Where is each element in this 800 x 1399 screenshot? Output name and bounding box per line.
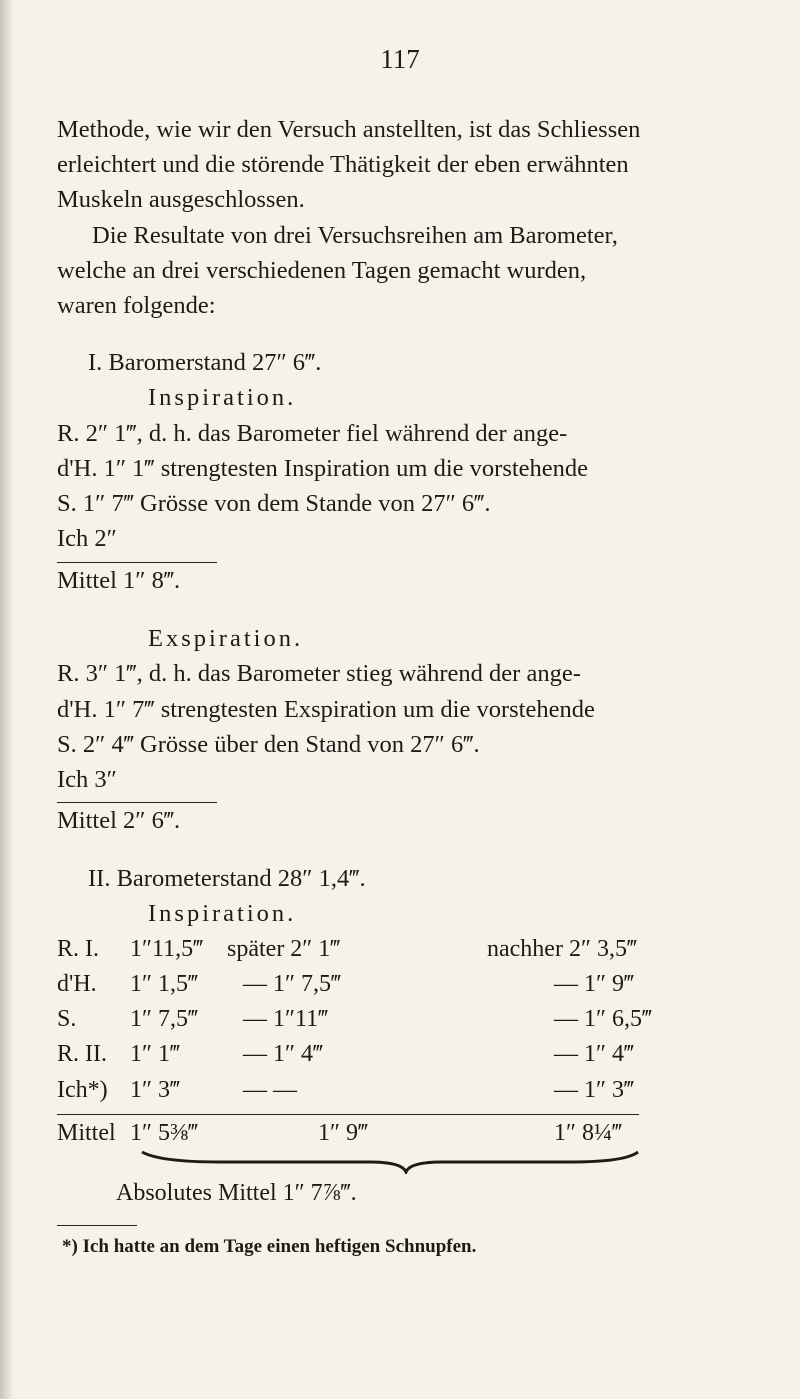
- paragraph-line: welche an drei verschiedenen Tagen gemacht wurden,: [57, 257, 587, 284]
- subheading-exspiration: Exspiration.: [148, 625, 304, 652]
- table-row-label: Ich*): [57, 1077, 108, 1103]
- measurement-line: Ich 2″: [57, 525, 117, 552]
- paragraph-line: Methode, wie wir den Versuch anstellten, ist das Schliessen: [57, 116, 641, 143]
- subheading-inspiration: Inspiration.: [148, 384, 297, 411]
- table-cell: — 1″ 4‴: [243, 1041, 323, 1067]
- page-gutter-shadow: [0, 0, 14, 1399]
- table-cell: 1″ 1‴: [130, 1041, 180, 1067]
- subheading-inspiration: Inspiration.: [148, 900, 297, 927]
- mean-value: 1″ 5⅜‴: [130, 1120, 198, 1146]
- footnote: *) Ich hatte an dem Tage einen heftigen Schnupfen.: [62, 1236, 477, 1257]
- section-heading: II. Barometerstand 28″ 1,4‴.: [88, 865, 366, 892]
- table-row-label: S.: [57, 1006, 77, 1032]
- sum-rule: [57, 1114, 639, 1115]
- table-row-label: R. II.: [57, 1041, 107, 1067]
- sum-rule: [57, 562, 217, 563]
- table-cell: — 1″ 9‴: [554, 971, 634, 997]
- paragraph-line: Die Resultate von drei Versuchsreihen am Barometer,: [92, 222, 618, 249]
- measurement-line: S. 1″ 7‴ Grösse von dem Stande von 27″ 6‴.: [57, 490, 491, 517]
- measurement-line: Ich 3″: [57, 766, 117, 793]
- table-cell: — —: [243, 1077, 297, 1103]
- table-cell: 1″ 1,5‴: [130, 971, 198, 997]
- sum-rule: [57, 802, 217, 803]
- measurement-line: d'H. 1″ 7‴ strengtesten Exspiration um die vorstehende: [57, 696, 595, 723]
- table-cell: 1″11,5‴: [130, 936, 204, 962]
- table-cell: — 1″ 3‴: [554, 1077, 634, 1103]
- table-row-label: R. I.: [57, 936, 99, 962]
- measurement-line: R. 2″ 1‴, d. h. das Barometer fiel während der ange-: [57, 420, 568, 447]
- mean-line: Mittel 1″ 8‴.: [57, 567, 181, 594]
- table-cell: nachher 2″ 3,5‴: [487, 936, 637, 962]
- footnote-rule: [57, 1225, 137, 1226]
- table-cell: — 1″ 6,5‴: [554, 1006, 652, 1032]
- mean-label: Mittel: [57, 1120, 116, 1146]
- page-number: 117: [380, 44, 420, 74]
- table-cell: später 2″ 1‴: [227, 936, 341, 962]
- paragraph-line: erleichtert und die störende Thätigkeit der eben erwähnten: [57, 151, 629, 178]
- measurement-line: d'H. 1″ 1‴ strengtesten Inspiration um die vorstehende: [57, 455, 589, 482]
- mean-line: Mittel 2″ 6‴.: [57, 807, 181, 834]
- grouping-brace: [140, 1150, 640, 1174]
- mean-value: 1″ 9‴: [318, 1120, 368, 1146]
- measurement-line: R. 3″ 1‴, d. h. das Barometer stieg während der ange-: [57, 660, 581, 687]
- table-cell: 1″ 7,5‴: [130, 1006, 198, 1032]
- paragraph-line: waren folgende:: [57, 292, 216, 319]
- paragraph-line: Muskeln ausgeschlossen.: [57, 186, 305, 213]
- mean-value: 1″ 8¼‴: [554, 1120, 622, 1146]
- absolute-mean: Absolutes Mittel 1″ 7⅞‴.: [116, 1180, 357, 1206]
- table-cell: — 1″ 4‴: [554, 1041, 634, 1067]
- table-cell: — 1″11‴: [243, 1006, 329, 1032]
- table-row-label: d'H.: [57, 971, 97, 997]
- section-heading: I. Baromerstand 27″ 6‴.: [88, 349, 322, 376]
- measurement-line: S. 2″ 4‴ Grösse über den Stand von 27″ 6‴.: [57, 731, 480, 758]
- table-cell: — 1″ 7,5‴: [243, 971, 341, 997]
- table-cell: 1″ 3‴: [130, 1077, 180, 1103]
